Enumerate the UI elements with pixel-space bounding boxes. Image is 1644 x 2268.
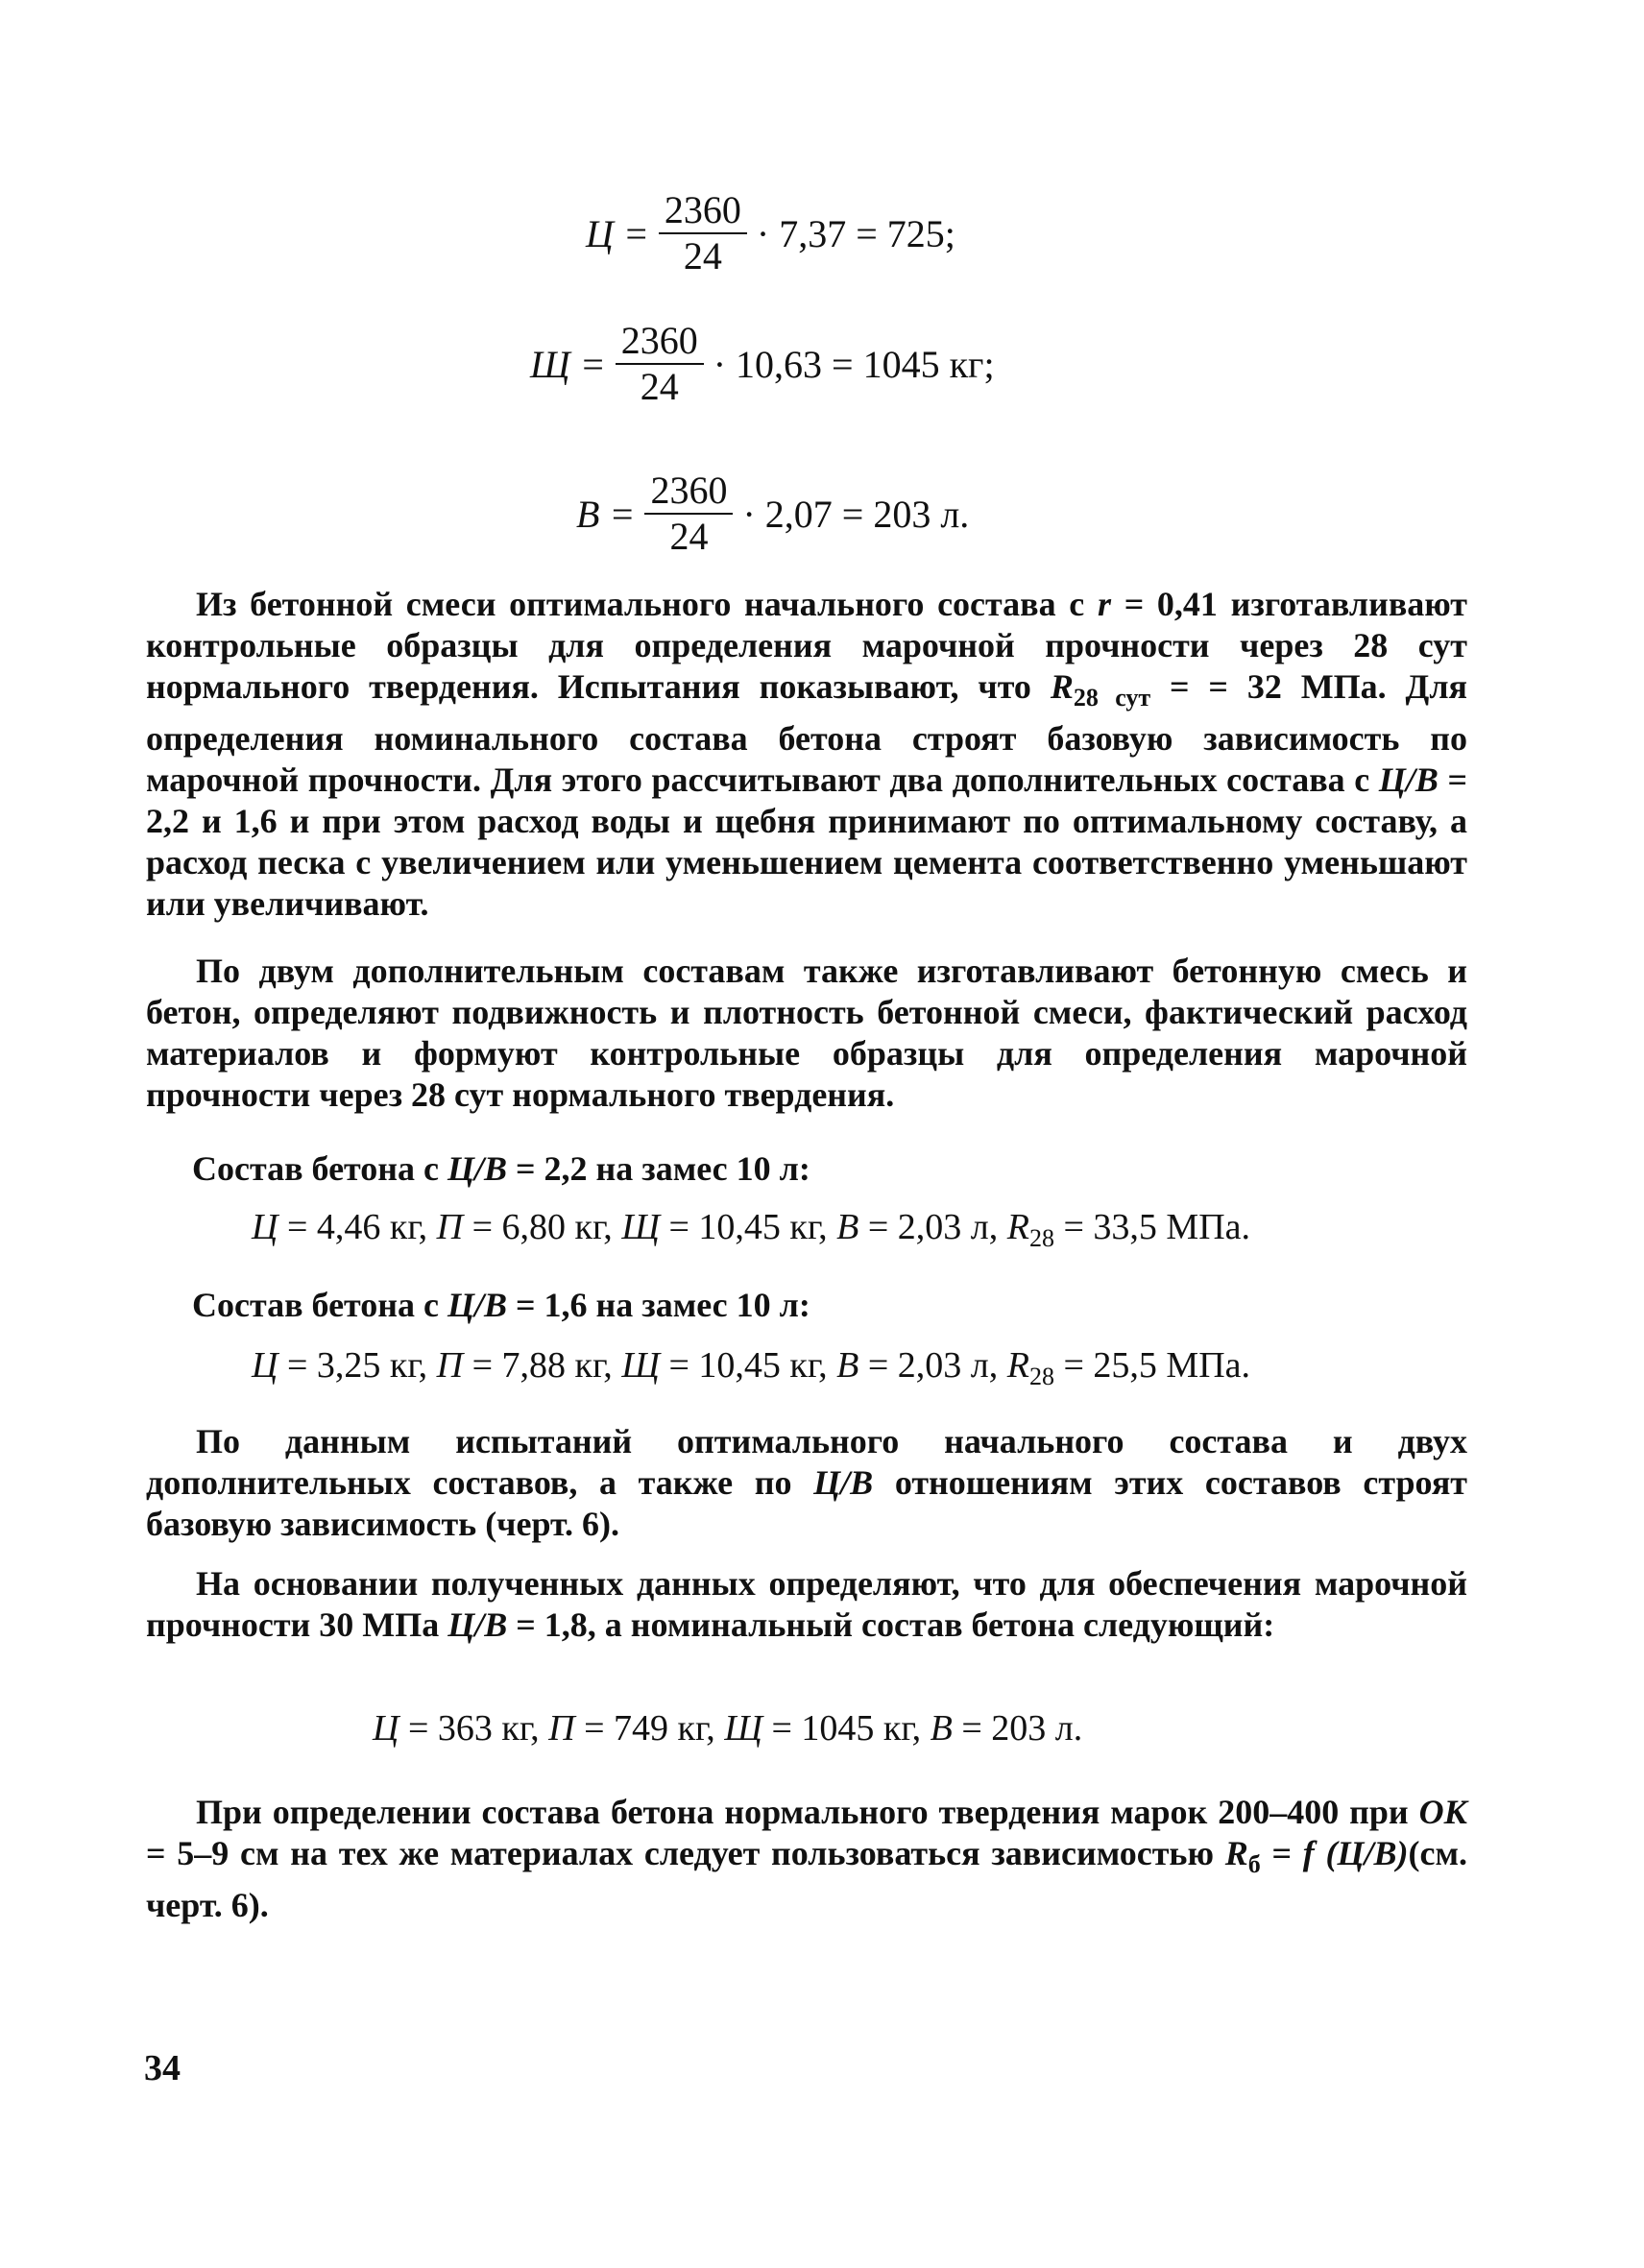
- paragraph-4: На основании полученных данных определяют, что для обеспечения марочной прочности 30 МПа Ц/В = 1,8, а номинальный состав бетона следующий:: [146, 1564, 1467, 1644]
- formula-lhs: Щ =: [530, 342, 606, 386]
- formula-lhs: Ц =: [586, 211, 649, 255]
- fraction-numerator: 2360: [650, 469, 728, 512]
- paragraph-5: При определении состава бетона нормального твердения марок 200–400 при ОК = 5–9 см на тех же материалах следует пользоваться зависимостью $R_б = f$ (Ц/В)(см. черт. 6).: [146, 1793, 1468, 1924]
- r28-subscript: 28 сут: [1073, 684, 1151, 712]
- paragraph-1: Из бетонной смеси оптимального начального состава с r = 0,41 изготавливают контрольные образцы для определения марочной прочности через 28 сут нормального твердения. Испытания показывают, что $R_{28 сут}$ = = 32 МПа. Для определения номинального состава бетона строят базовую зависимость по марочной прочности. Для этого рассчитывают два дополнительных состава с Ц/В = 2,2 и 1,6 и при этом расход воды и щебня принимают по оптимальному составу, а расход песка с увеличением или уменьшением цемента соответственно уменьшают или увеличивают.: [146, 585, 1468, 923]
- mix2-equation: Ц = 3,25 кг, П = 7,88 кг, Щ = 10,45 кг, В = 2,03 л, $R_{28} = 25,5$ МПа.: [252, 1345, 1251, 1390]
- fraction-numerator: 2360: [620, 319, 698, 362]
- fraction-denominator: 24: [669, 515, 709, 558]
- fraction-denominator: 24: [640, 365, 679, 408]
- formula-rest: · 10,63 = 1045 кг;: [713, 342, 995, 386]
- cw-ratio: Ц/В: [1378, 760, 1438, 799]
- paragraph-2: По двум дополнительным составам также изготавливают бетонную смесь и бетон, определяют подвижность и плотность бетонной смеси, фактический расход материалов и формуют контрольные образцы для определения марочной прочности через 28 сут нормального твердения.: [146, 952, 1467, 1114]
- r-symbol: r: [1097, 585, 1111, 623]
- fraction: [644, 469, 733, 559]
- nominal-equation: Ц = 363 кг, П = 749 кг, Щ = 1045 кг, В = 203 л.: [373, 1708, 1083, 1749]
- mix2-heading: Состав бетона с Ц/В = 1,6 на замес 10 л:: [192, 1286, 810, 1324]
- fraction: [616, 319, 704, 409]
- formula-rest: · 2,07 = 203 л.: [742, 492, 970, 536]
- paragraph-3: По данным испытаний оптимального начального состава и двух дополнительных составов, а также по Ц/В отношениям этих составов строят базовую зависимость (черт. 6).: [146, 1422, 1467, 1543]
- fraction-numerator: 2360: [664, 188, 741, 231]
- r28-symbol: R: [1050, 667, 1074, 706]
- mix1-heading: Состав бетона с Ц/В = 2,2 на замес 10 л:: [192, 1149, 810, 1188]
- fraction-denominator: 24: [683, 234, 722, 277]
- fraction: [659, 188, 747, 278]
- page-number: 34: [144, 2048, 181, 2088]
- formula-rest: · 7,37 = 725;: [756, 211, 955, 255]
- formula-cement: [586, 188, 955, 278]
- mix1-equation: Ц = 4,46 кг, П = 6,80 кг, Щ = 10,45 кг, В = 2,03 л, $R_{28} = 33,5$ МПа.: [252, 1207, 1251, 1252]
- formula-gravel: [530, 319, 995, 409]
- formula-lhs: В =: [576, 492, 636, 536]
- formula-water: [576, 469, 969, 559]
